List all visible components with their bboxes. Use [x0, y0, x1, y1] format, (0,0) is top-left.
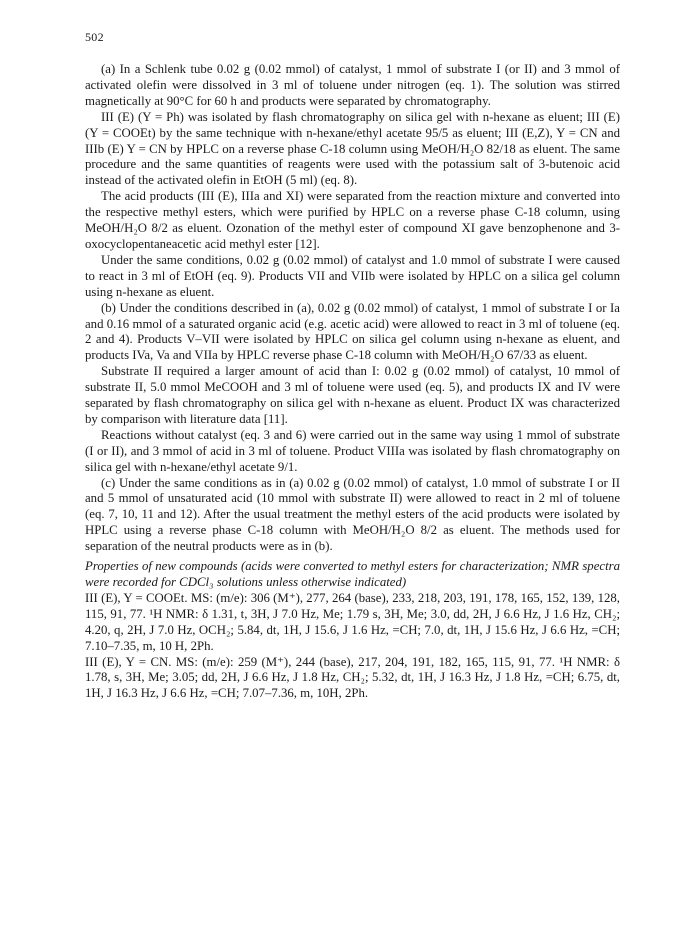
compound-data-cooet: III (E), Y = COOEt. MS: (m/e): 306 (M⁺), 277, 264 (base), 233, 218, 203, 191, 178, 165, 152, 139, 128, 115, 91, 77. ¹H NMR: δ 1.31, t, 3H, J 7.0 Hz, Me; 1.79 s, 3H, Me; 3.0, dd, 2H, J 6.6 Hz, J 1.6 Hz, CH₂; 4.20, q, 2H, J 7.0 Hz, OCH₂; 5.84, dt, 1H, J 15.6, J 1.6 Hz, =CH; 7.0, dt, 1H, J 15.6 Hz, J 6.6 Hz, =CH; 7.10–7.35, m, 10 H, 2Ph.	[85, 590, 620, 653]
paragraph-c-procedure: (c) Under the same conditions as in (a) 0.02 g (0.02 mmol) of catalyst, 1.0 mmol of substrate I or II and 5 mmol of unsaturated acid (10 mmol with substrate II) were allowed to react in 2 ml of toluene (eq. 7, 10, 11 and 12). After the usual treatment the methyl esters of the acid products were isolated by HPLC using a reverse phase C-18 column with MeOH/H₂O 8/2 as eluent. The methods used for separation of the neutral products were as in (b).	[85, 475, 620, 554]
paragraph-a-procedure: (a) In a Schlenk tube 0.02 g (0.02 mmol) of catalyst, 1 mmol of substrate I (or II) and 3 mmol of activated olefin were dissolved in 3 ml of toluene under nitrogen (eq. 1). The solution was stirred magnetically at 90°C for 60 h and products were separated by chromatography.	[85, 62, 620, 108]
page-number: 502	[85, 30, 104, 44]
paragraph-isolation-iii: III (E) (Y = Ph) was isolated by flash chromatography on silica gel with n-hexane as eluent; III (E) (Y = COOEt) by the same technique with n-hexane/ethyl acetate 95/5 as eluent; III (E,Z), Y = CN and IIIb (E) Y = CN by HPLC on a reverse phase C-18 column using MeOH/H₂O 82/18 as eluent. The same procedure and the same quantities of reagents were used with the potassium salt of 3-butenoic acid instead of the activated olefin in EtOH (5 ml) (eq. 8).	[85, 109, 620, 188]
paragraph-acid-products: The acid products (III (E), IIIa and XI) were separated from the reaction mixture and converted into the respective methyl esters, which were purified by HPLC on a reverse phase C-18 column, using MeOH/H₂O 8/2 as eluent. Ozonation of the methyl ester of compound XI gave benzophenone and 3-oxocyclopentaneacetic acid methyl ester [12].	[85, 189, 620, 251]
compound-data-cn: III (E), Y = CN. MS: (m/e): 259 (M⁺), 244 (base), 217, 204, 191, 182, 165, 115, 91, 77. ¹H NMR: δ 1.78, s, 3H, Me; 3.05; dd, 2H, J 6.6 Hz, J 1.8 Hz, CH₂; 5.32, dt, 1H, J 16.3 Hz, J 1.8 Hz, =CH; 6.75, dt, 1H, J 16.3 Hz, J 6.6 Hz, =CH; 7.07–7.36, m, 10H, 2Ph.	[85, 654, 620, 701]
article-body	[85, 62, 620, 702]
paragraph-substrate-ii: Substrate II required a larger amount of acid than I: 0.02 g (0.02 mmol) of catalyst, 10 mmol of substrate II, 5.0 mmol MeCOOH and 3 ml of toluene were used (eq. 5), and products IX and IV were separated by flash chromatography on silica gel with n-hexane as eluent. Product IX was characterized by comparison with literature data [11].	[85, 364, 620, 426]
paragraph-b-procedure: (b) Under the conditions described in (a), 0.02 g (0.02 mmol) of catalyst, 1 mmol of substrate I or Ia and 0.16 mmol of a saturated organic acid (e.g. acetic acid) were allowed to react in 3 ml of toluene (eq. 2 and 4). Products V–VII were isolated by HPLC on silica gel column using n-hexane as eluent, and products IVa, Va and VIIa by HPLC reverse phase C-18 column with MeOH/H₂O 67/33 as eluent.	[85, 300, 620, 363]
properties-heading: Properties of new compounds (acids were converted to methyl esters for characterization; NMR spectra were recorded for CDCl₃ solutions unless otherwise indicated)	[85, 559, 620, 589]
paragraph-ethanol-reaction: Under the same conditions, 0.02 g (0.02 mmol) of catalyst and 1.0 mmol of substrate I were caused to react in 3 ml of EtOH (eq. 9). Products VII and VIIb were isolated by HPLC on a silica gel column using n-hexane as eluent.	[85, 252, 620, 299]
paragraph-no-catalyst: Reactions without catalyst (eq. 3 and 6) were carried out in the same way using 1 mmol of substrate (I or II), and 3 mmol of acid in 3 ml of toluene. Product VIIIa was isolated by flash chromatography on silica gel with n-hexane/ethyl acetate 9/1.	[85, 427, 620, 474]
